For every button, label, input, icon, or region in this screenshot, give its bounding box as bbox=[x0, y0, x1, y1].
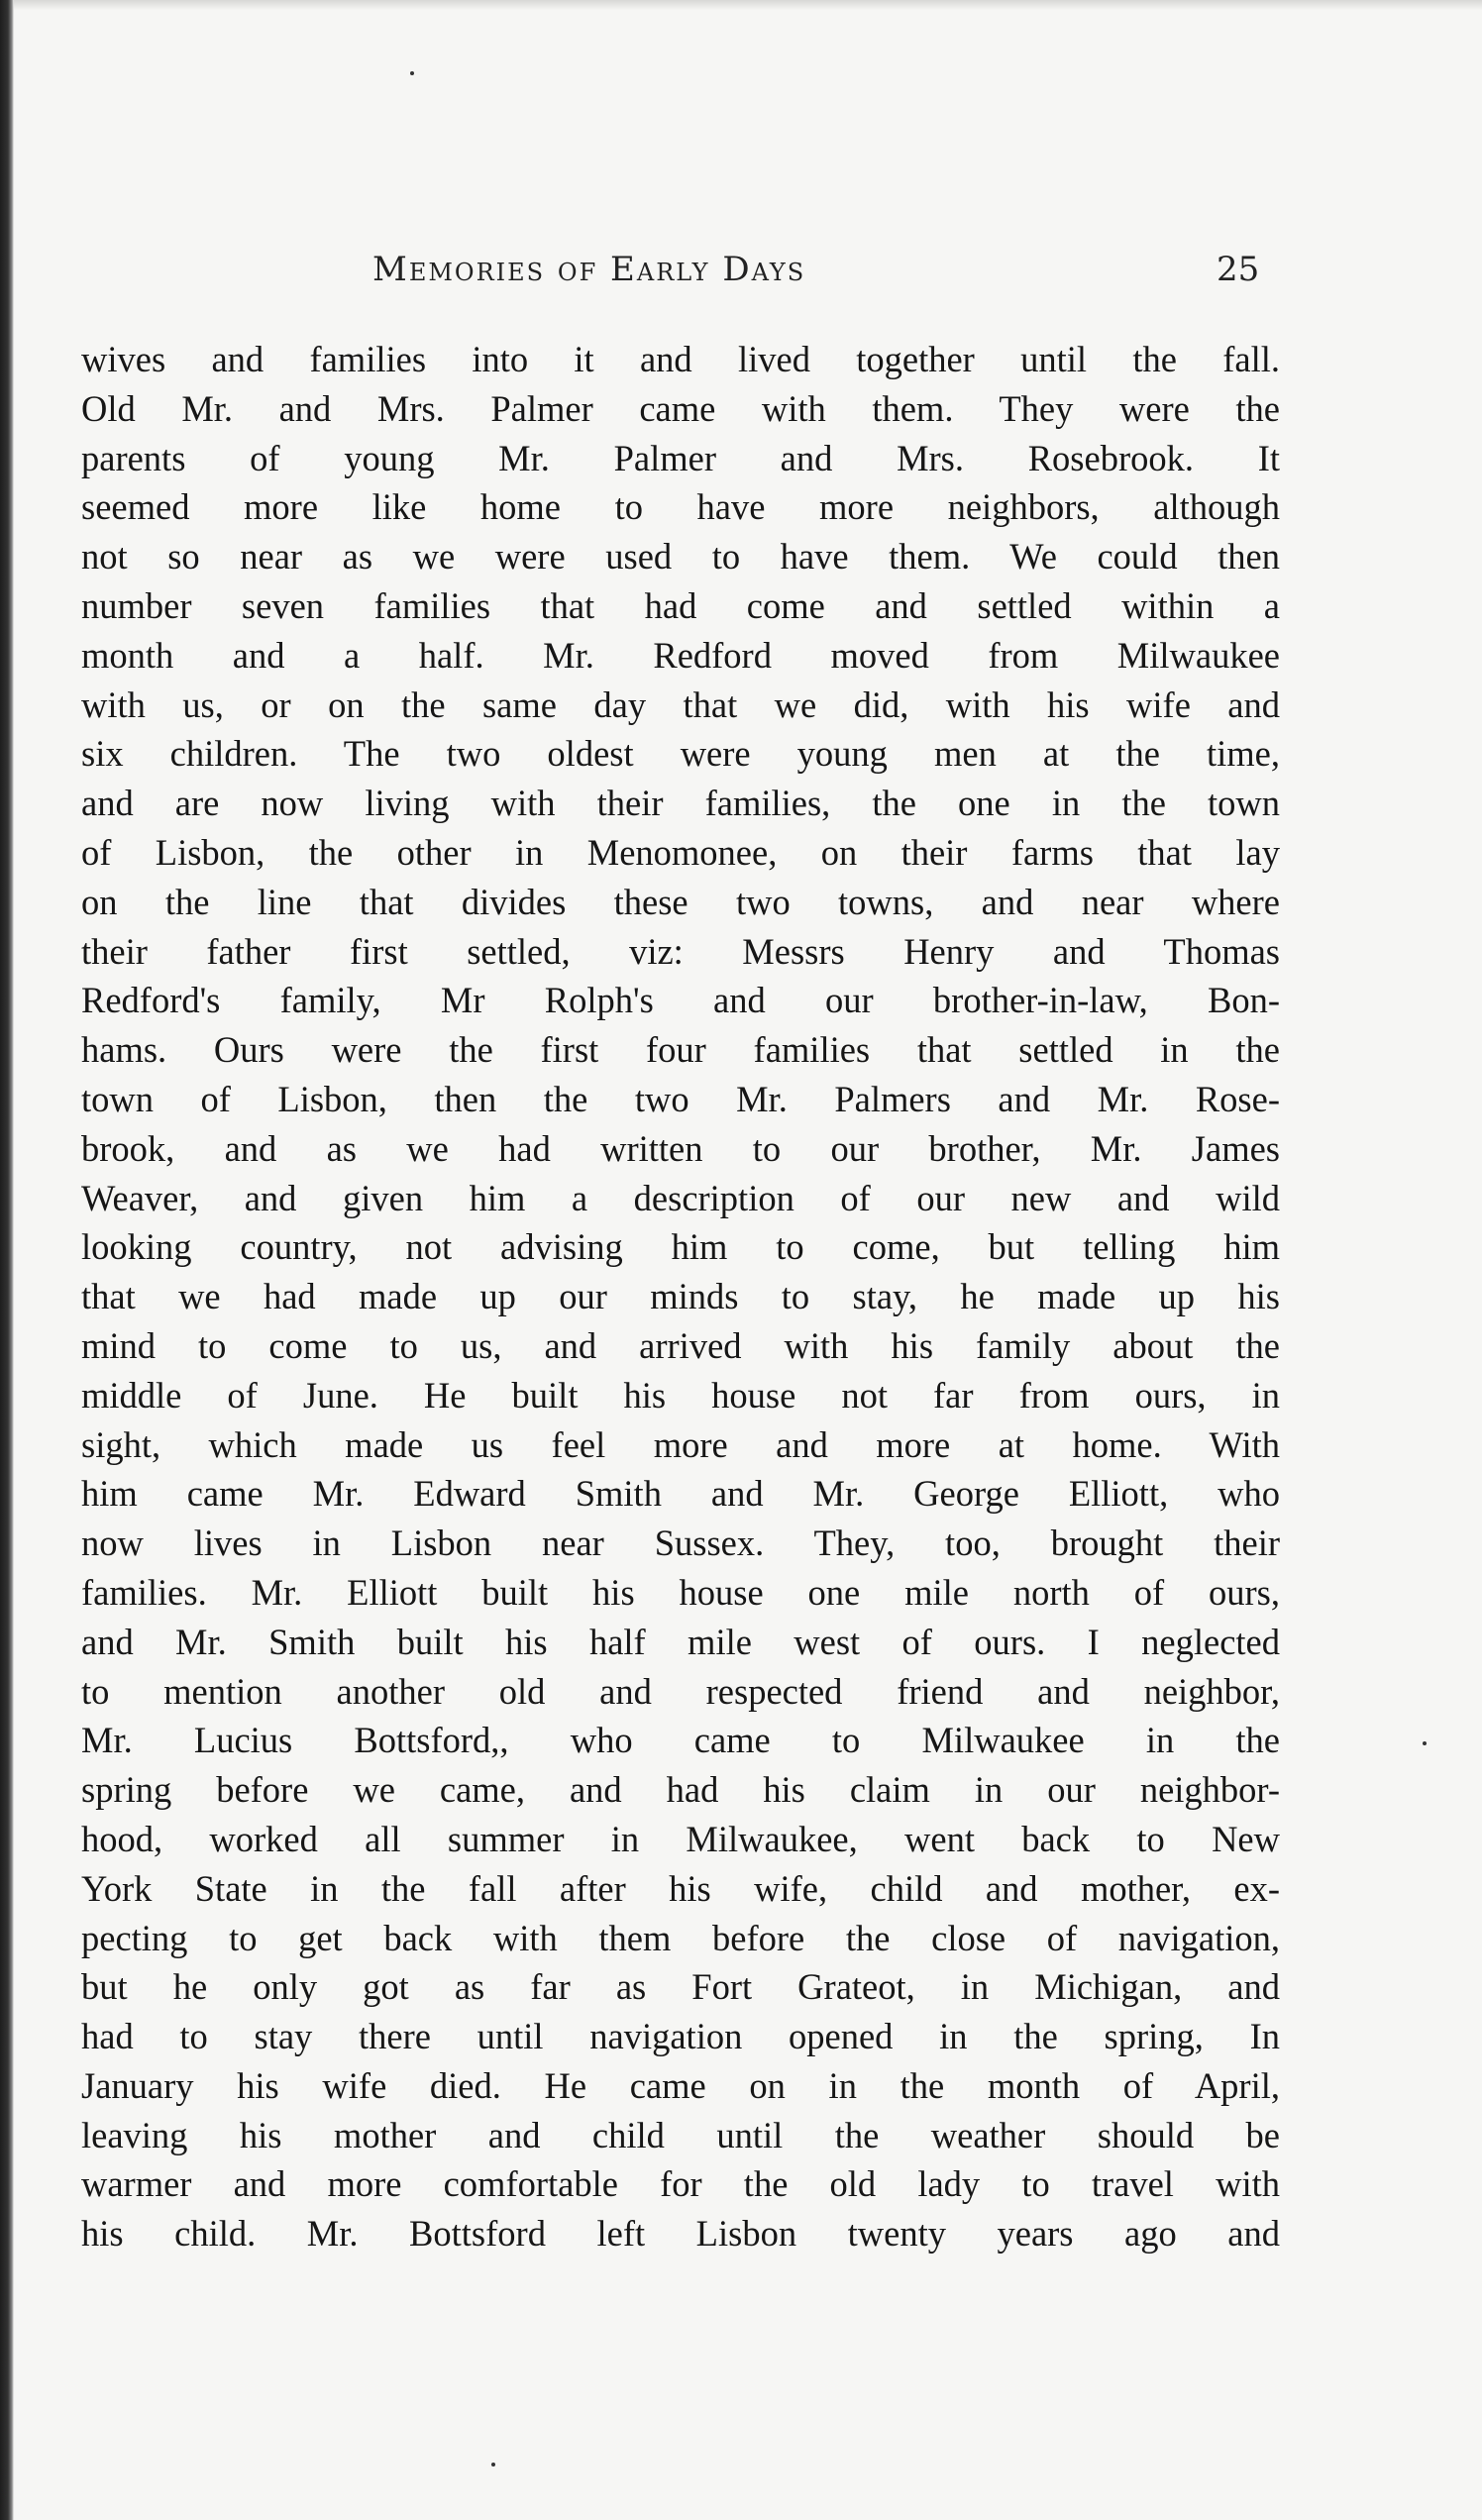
text-line: him came Mr. Edward Smith and Mr. George Elliott, who bbox=[81, 1473, 1280, 1515]
paper-speck bbox=[491, 2463, 495, 2467]
text-line: now lives in Lisbon near Sussex. They, too, brought their bbox=[81, 1522, 1280, 1564]
text-line: January his wife died. He came on in the month of April, bbox=[81, 2064, 1280, 2106]
text-line: number seven families that had come and settled within a bbox=[81, 584, 1280, 626]
text-line: not so near as we were used to have them. We could then bbox=[81, 536, 1280, 578]
text-line: his child. Mr. Bottsford left Lisbon twenty years ago and bbox=[81, 2213, 1280, 2255]
paper-speck bbox=[1423, 1741, 1427, 1745]
text-line: on the line that divides these two towns, and near where bbox=[81, 881, 1280, 922]
text-line: middle of June. He built his house not far from ours, in bbox=[81, 1374, 1280, 1416]
text-line: mind to come to us, and arrived with his family about the bbox=[81, 1324, 1280, 1366]
text-line: their father first settled, viz: Messrs Henry and Thomas bbox=[81, 930, 1280, 972]
paper-speck bbox=[410, 71, 414, 75]
page-header bbox=[0, 250, 1482, 299]
text-line: month and a half. Mr. Redford moved from Milwaukee bbox=[81, 634, 1280, 676]
text-line: looking country, not advising him to come, but telling him bbox=[81, 1226, 1280, 1268]
text-line: hams. Ours were the first four families that settled in the bbox=[81, 1029, 1280, 1071]
text-line: but he only got as far as Fort Grateot, in Michigan, and bbox=[81, 1966, 1280, 2008]
text-line: sight, which made us feel more and more at home. With bbox=[81, 1423, 1280, 1465]
running-title: Memories of Early Days bbox=[372, 250, 806, 289]
page-top-edge bbox=[0, 0, 1482, 10]
text-line: and Mr. Smith built his half mile west of ours. I neglected bbox=[81, 1621, 1280, 1662]
text-line: of Lisbon, the other in Menomonee, on their farms that lay bbox=[81, 831, 1280, 873]
text-line: York State in the fall after his wife, child and mother, ex- bbox=[81, 1867, 1280, 1909]
text-line: spring before we came, and had his claim in our neighbor- bbox=[81, 1769, 1280, 1811]
text-line: brook, and as we had written to our brother, Mr. James bbox=[81, 1127, 1280, 1169]
text-line: warmer and more comfortable for the old lady to travel with bbox=[81, 2163, 1280, 2205]
text-line: town of Lisbon, then the two Mr. Palmers and Mr. Rose- bbox=[81, 1078, 1280, 1119]
text-line: had to stay there until navigation opened in the spring, In bbox=[81, 2016, 1280, 2057]
text-line: with us, or on the same day that we did, with his wife and bbox=[81, 683, 1280, 725]
text-line: Redford's family, Mr Rolph's and our brother-in-law, Bon- bbox=[81, 980, 1280, 1021]
text-line: hood, worked all summer in Milwaukee, went back to New bbox=[81, 1818, 1280, 1859]
text-line: leaving his mother and child until the weather should be bbox=[81, 2114, 1280, 2155]
text-line: and are now living with their families, the one in the town bbox=[81, 783, 1280, 824]
text-line: pecting to get back with them before the close of navigation, bbox=[81, 1917, 1280, 1958]
page-number: 25 bbox=[1217, 250, 1260, 289]
text-line: parents of young Mr. Palmer and Mrs. Rosebrook. It bbox=[81, 437, 1280, 478]
text-line: Weaver, and given him a description of our new and wild bbox=[81, 1177, 1280, 1218]
text-line: to mention another old and respected friend and neighbor, bbox=[81, 1670, 1280, 1712]
text-line: families. Mr. Elliott built his house one mile north of ours, bbox=[81, 1571, 1280, 1613]
text-line: Old Mr. and Mrs. Palmer came with them. They were the bbox=[81, 387, 1280, 429]
text-line: wives and families into it and lived together until the fall. bbox=[81, 339, 1280, 379]
page-binding-edge bbox=[0, 0, 14, 2520]
text-line: seemed more like home to have more neighbors, although bbox=[81, 486, 1280, 528]
text-line: that we had made up our minds to stay, he made up his bbox=[81, 1276, 1280, 1317]
body-text bbox=[81, 335, 1280, 2258]
text-line: Mr. Lucius Bottsford,, who came to Milwaukee in the bbox=[81, 1720, 1280, 1761]
text-line: six children. The two oldest were young men at the time, bbox=[81, 733, 1280, 775]
